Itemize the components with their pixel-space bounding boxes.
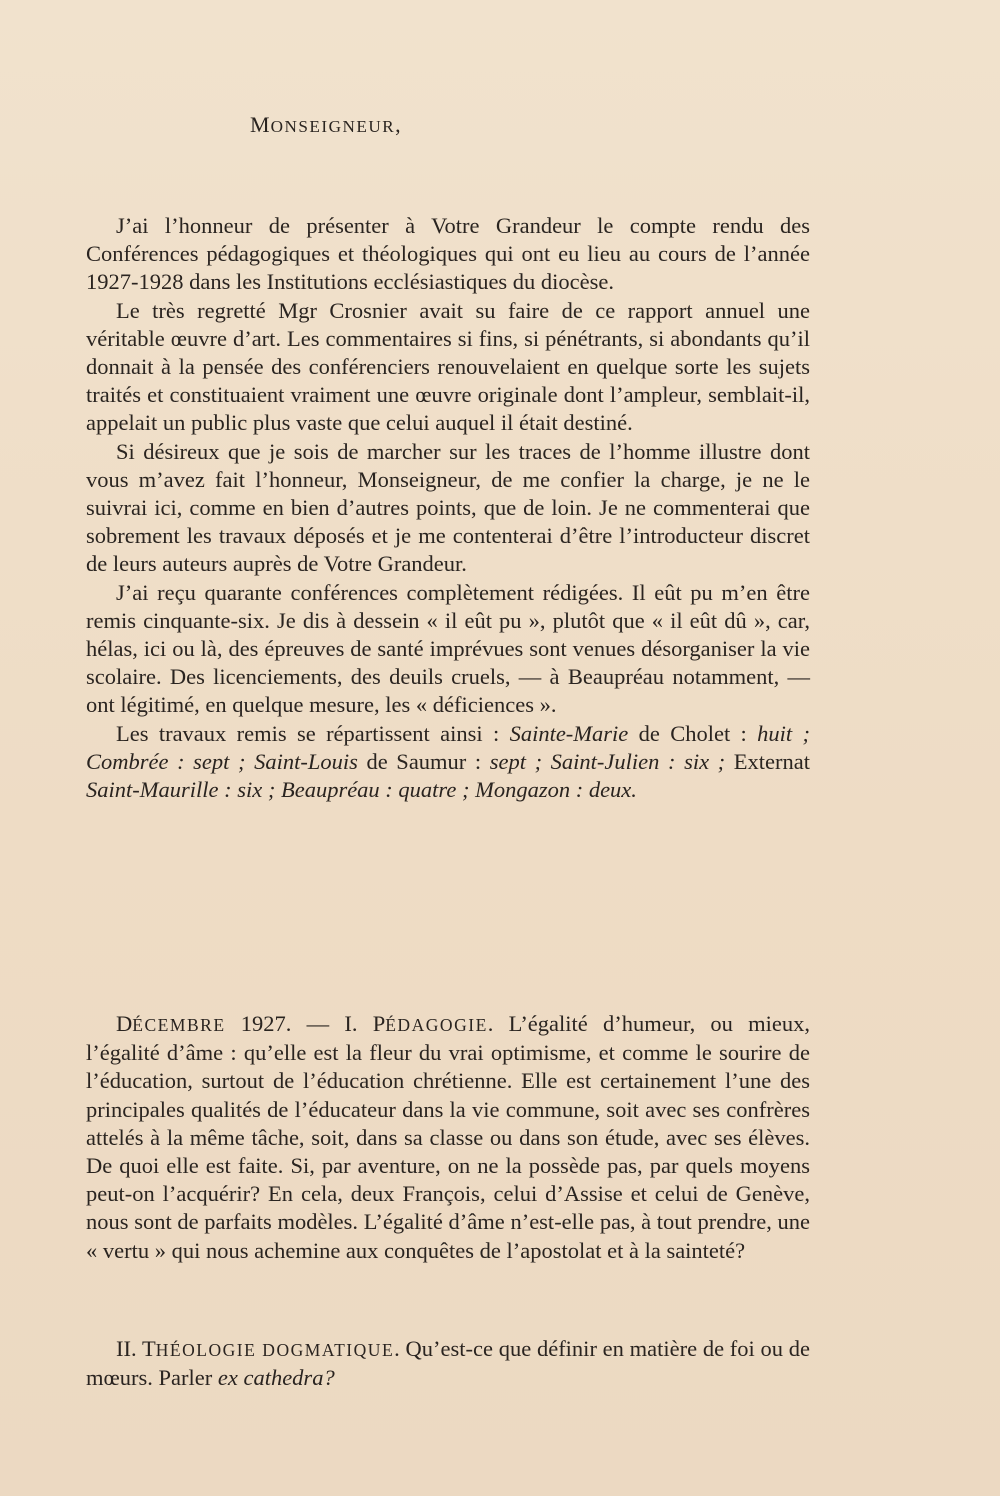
- repartition-part: sept ; Saint-Julien : six ;: [489, 748, 726, 774]
- month-rest: ÉCEMBRE: [132, 1015, 226, 1035]
- repartition-lead: Les travaux remis se répartissent ainsi :: [116, 720, 510, 746]
- theology-initial: T: [141, 1336, 156, 1361]
- theology-italic-tail: ex cathedra?: [217, 1365, 335, 1391]
- theology-heading-rest: HÉOLOGIE DOGMATIQUE: [155, 1340, 395, 1360]
- repartition-part: de Cholet :: [628, 720, 758, 746]
- paragraph-theologie: [86, 1335, 810, 1392]
- section-initial: P: [372, 1011, 386, 1036]
- dash: —: [291, 1011, 345, 1036]
- paragraph-honneur: J’ai l’honneur de présenter à Votre Grandeur le compte rendu des Conférences pédagogiques et théologiques qui ont eu lieu au cours de l’année 1927-1928 dans les Institutions ecclésiastiques du diocèse.: [86, 213, 810, 295]
- year: 1927.: [240, 1011, 292, 1036]
- salutation-rest: ONSEIGNEUR: [270, 117, 396, 136]
- paragraph-desireux: Si désireux que je sois de marcher sur les traces de l’homme illustre dont vous m’avez fait l’honneur, Monseigneur, de me confier la charge, je ne le suivrai ici, comme en bien d’autres points, que de loin. Je ne commenterai que sobrement les travaux déposés et je me contenterai d’être l’introducteur discret de leurs auteurs auprès de Votre Grandeur.: [86, 438, 810, 577]
- repartition-part: Saint-Maurille : six ; Beaupréau : quatre ; Mongazon : deux.: [86, 777, 637, 803]
- repartition-part: Externat: [725, 748, 810, 774]
- paragraph-december-pedagogie: [86, 1010, 810, 1265]
- intro-text: [86, 212, 810, 804]
- paragraph-repartition: [86, 720, 810, 805]
- december-section: [86, 1010, 810, 1265]
- theology-body: Qu’est-ce que définir en matière de foi ou de mœurs. Parler: [86, 1336, 811, 1391]
- repartition-part: Sainte-Marie: [509, 720, 629, 746]
- theology-section: [86, 1335, 810, 1392]
- section-number: I.: [344, 1011, 373, 1036]
- section-heading-rest: ÉDAGOGIE: [385, 1015, 488, 1035]
- theology-number: II.: [116, 1336, 142, 1361]
- paragraph-crosnier: Le très regretté Mgr Crosnier avait su faire de ce rapport annuel une véritable œuvre d’art. Les commentaires si fins, si pénétrants, si abondants qu’il donnait à la pensée des conférenciers renouvelaient en quelque sorte les sujets traités et constituaient vraiment une œuvre originale dont l’ampleur, semblait-il, appelait un public plus vaste que celui auquel il était destiné.: [86, 297, 810, 436]
- month-initial: D: [116, 1011, 133, 1036]
- repartition-part: de Saumur :: [357, 748, 490, 774]
- salutation: [250, 112, 402, 138]
- pedagogie-body: L’égalité d’humeur, ou mieux, l’égalité d’âme : qu’elle est la fleur du vrai optimisme, et comme le sourire de l’éducation, surtout de l’éducation chrétienne. Elle est certainement l’une des principales qualités de l’éducateur dans la vie commune, soit avec ses confrères attelés à la même tâche, soit, dans sa classe ou dans son étude, avec ses élèves. De quoi elle est faite. Si, par aventure, on ne la possède pas, par quels moyens peut-on l’acquérir? En cela, deux François, celui d’Assise et celui de Genève, nous sont de parfaits modèles. L’égalité d’âme n’est-elle pas, à tout prendre, une « vertu » qui nous achemine aux conquêtes de l’apostolat et à la sainteté?: [86, 1011, 811, 1263]
- section-punct: .: [487, 1011, 509, 1036]
- repartition-part: huit ; Combrée : sept ; Saint-Louis: [86, 720, 810, 774]
- theology-punct: .: [394, 1336, 406, 1361]
- salutation-punct: ,: [395, 112, 402, 137]
- salutation-initial: M: [250, 112, 271, 137]
- paragraph-conferences-recues: J’ai reçu quarante conférences complètement rédigées. Il eût pu m’en être remis cinquante-six. Je dis à dessein « il eût pu », plutôt que « il eût dû », car, hélas, ici ou là, des épreuves de santé imprévues sont venues désorganiser la vie scolaire. Des licenciements, des deuils cruels, — à Beaupréau notamment, — ont légitimé, en quelque mesure, les « déficiences ».: [86, 579, 810, 718]
